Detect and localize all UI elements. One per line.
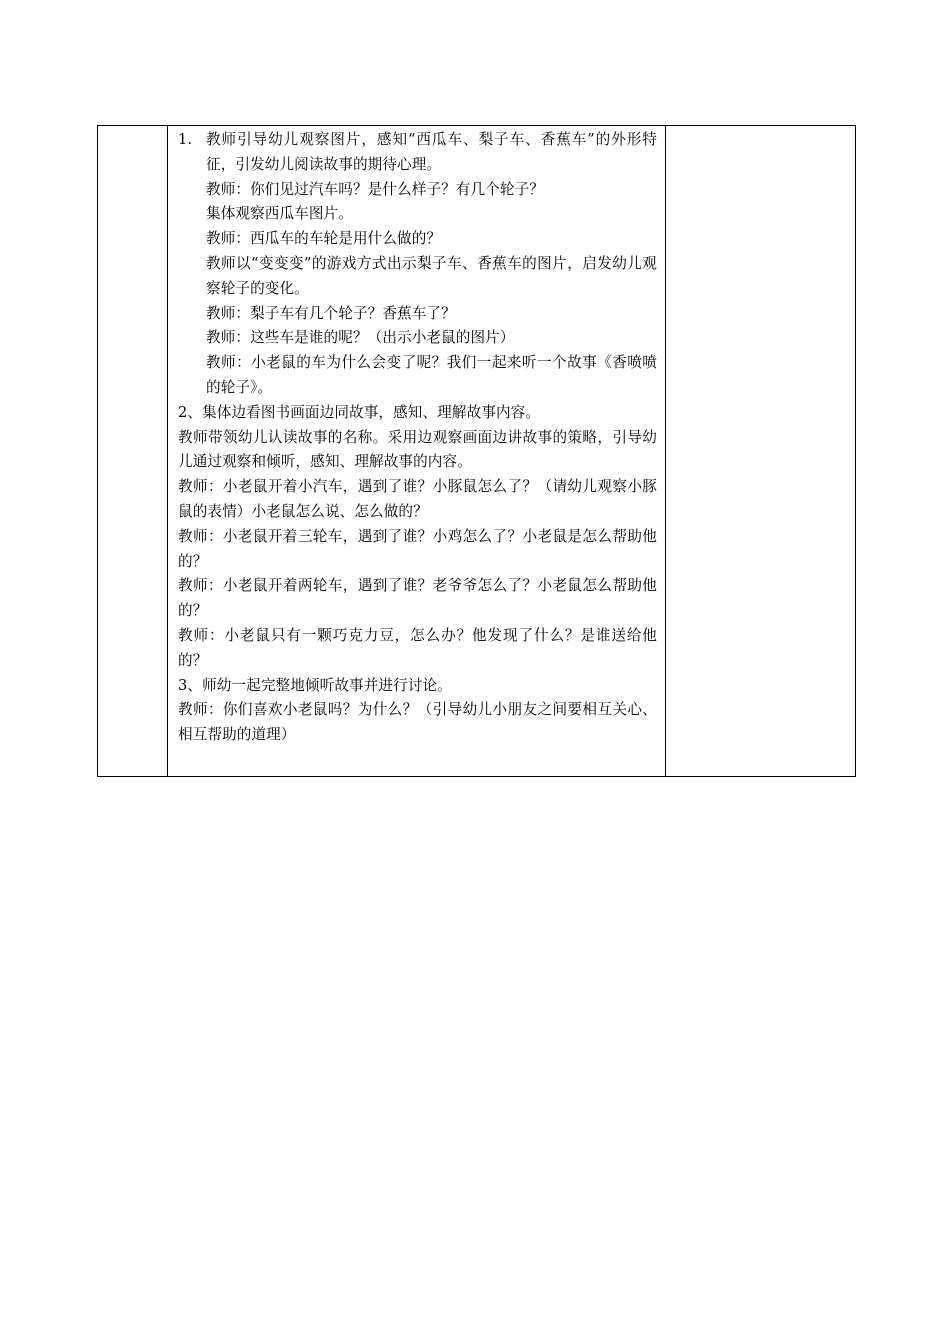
paragraph: 教师：小老鼠开着小汽车，遇到了谁？小豚鼠怎么了？（请幼儿观察小豚鼠的表情）小老鼠怎么说、怎么做的？ xyxy=(178,478,657,520)
paragraph: 教师带领幼儿认读故事的名称。采用边观察画面边讲故事的策略，引导幼儿通过观察和倾听，感知、理解故事的内容。 xyxy=(178,428,657,471)
paragraph: 教师：小老鼠只有一颗巧克力豆，怎么办？他发现了什么？是谁送给他的？ xyxy=(178,626,657,669)
numbered-item-1 xyxy=(178,128,657,178)
lesson-plan-table xyxy=(97,125,856,777)
item-text: 教师引导幼儿观察图片，感知“西瓜车、梨子车、香蕉车”的外形特征，引发幼儿阅读故事的期待心理。 xyxy=(206,131,657,173)
dialogue-line: 教师：小老鼠的车为什么会变了呢？我们一起来听一个故事《香喷喷的轮子》。 xyxy=(206,354,657,396)
dialogue-line: 教师：西瓜车的车轮是用什么做的？ xyxy=(206,230,442,248)
paragraph: 教师：小老鼠开着三轮车，遇到了谁？小鸡怎么了？小老鼠是怎么帮助他的？ xyxy=(178,527,657,570)
table-row xyxy=(98,126,856,777)
dialogue-line: 教师以“变变变”的游戏方式出示梨子车、香蕉车的图片，启发幼儿观察轮子的变化。 xyxy=(206,254,657,297)
dialogue-line: 集体观察西瓜车图片。 xyxy=(206,205,353,223)
dialogue-line: 教师：这些车是谁的呢？（出示小老鼠的图片） xyxy=(206,329,515,347)
paragraph: 教师：你们喜欢小老鼠吗？为什么？（引导幼儿小朋友之间要相互关心、相互帮助的道理） xyxy=(178,701,657,744)
left-empty-cell xyxy=(98,126,168,777)
dialogue-line: 教师：梨子车有几个轮子？香蕉车了？ xyxy=(206,304,456,322)
paragraph: 3、师幼一起完整地倾听故事并进行讨论。 xyxy=(178,676,452,694)
dialogue-line: 教师：你们见过汽车吗？是什么样子？有几个轮子？ xyxy=(206,180,544,198)
right-empty-cell xyxy=(666,126,856,777)
item-number: 1. xyxy=(178,131,193,148)
activity-content xyxy=(168,126,665,748)
activity-content-cell xyxy=(168,126,666,777)
paragraph: 教师：小老鼠开着两轮车，遇到了谁？老爷爷怎么了？小老鼠怎么帮助他的？ xyxy=(178,577,657,620)
paragraph: 2、集体边看图书画面边同故事，感知、理解故事内容。 xyxy=(178,403,541,421)
